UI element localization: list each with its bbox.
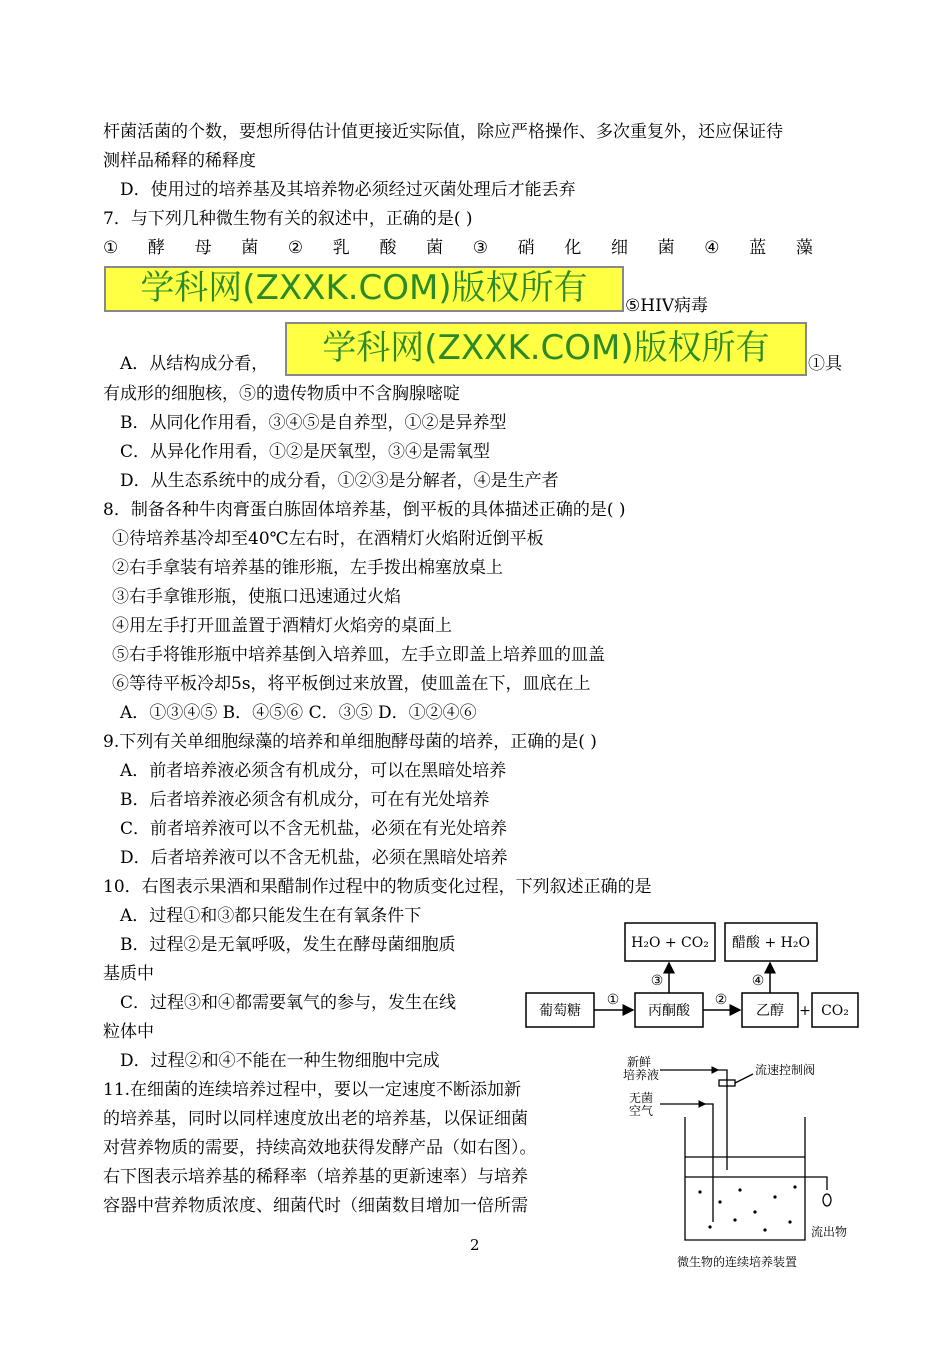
step-1-label: ① <box>606 992 620 1008</box>
question-7: 7．与下列几种微生物有关的叙述中，正确的是( ) <box>103 209 473 229</box>
option-b: B．后者培养液必须含有机成分，可在有光处培养 <box>120 790 490 810</box>
text-line: 粒体中 <box>103 1022 154 1042</box>
option-c: C．从异化作用看，①②是厌氧型，③④是需氧型 <box>120 442 491 462</box>
question-11: 11.在细菌的连续培养过程中，要以一定速度不断添加新 <box>103 1080 522 1100</box>
option-d: D．过程②和④不能在一种生物细胞中完成 <box>120 1051 440 1071</box>
q7-option-char: 菌 <box>657 238 675 258</box>
text-line: ②右手拿装有培养基的锥形瓶，左手拨出棉塞放桌上 <box>112 558 503 578</box>
option-c: C．过程③和④都需要氧气的参与，发生在线 <box>120 993 457 1013</box>
q7-option-char: 乳 <box>332 238 350 258</box>
text-line: 基质中 <box>103 964 154 984</box>
option-b: B．从同化作用看，③④⑤是自养型，①②是异养型 <box>120 413 507 433</box>
outflow-drop <box>823 1194 831 1206</box>
box-glucose-label: 葡萄糖 <box>539 1003 581 1019</box>
text-line: D．使用过的培养基及其培养物必须经过灭菌处理后才能丢弃 <box>120 180 576 200</box>
sterile-label-1: 无菌 <box>629 1091 654 1105</box>
q7-option-char: ② <box>287 238 304 258</box>
text-line: A．从结构成分看， <box>120 354 269 374</box>
question-10: 10．右图表示果酒和果醋制作过程中的物质变化过程，下列叙述正确的是 <box>103 877 652 897</box>
watermark-banner: 学科网(ZXXK.COM)版权所有 <box>285 322 807 376</box>
q7-option-char: 酸 <box>379 238 397 258</box>
text-line: 右下图表示培养基的稀释率（培养基的更新速率）与培养 <box>103 1167 528 1187</box>
text-line: ③右手拿锥形瓶，使瓶口迅速通过火焰 <box>112 587 401 607</box>
box-pyruvate-label: 丙酮酸 <box>648 1003 690 1019</box>
text-line: 杆菌活菌的个数，要想所得估计值更接近实际值，除应严格操作、多次重复外，还应保证待 <box>103 122 783 142</box>
continuous-culture-diagram <box>615 1052 865 1274</box>
question-8: 8．制备各种牛肉膏蛋白胨固体培养基，倒平板的具体描述正确的是( ) <box>103 500 626 520</box>
valve-pointer <box>735 1074 753 1083</box>
option-a: A．前者培养液必须含有机成分，可以在黑暗处培养 <box>120 761 507 781</box>
q7-option-char: 酵 <box>147 238 165 258</box>
plus-sign: + <box>799 1003 811 1019</box>
text-line: ⑥等待平板冷却5s，将平板倒过来放置，使皿盖在下，皿底在上 <box>112 674 591 694</box>
option-a: A．过程①和③都只能发生在有氧条件下 <box>120 906 422 926</box>
box-co2-label: CO₂ <box>821 1003 849 1019</box>
text-line: 测样品稀释的稀释度 <box>103 151 256 171</box>
step-2-label: ② <box>714 992 728 1008</box>
option-c: C．前者培养液可以不含无机盐，必须在有光处培养 <box>120 819 508 839</box>
text-line: ⑤右手将锥形瓶中培养基倒入培养皿，左手立即盖上培养皿的皿盖 <box>112 645 605 665</box>
option-d: D．从生态系统中的成分看，①②③是分解者，④是生产者 <box>120 471 559 491</box>
q7-option-char: 菌 <box>241 238 259 258</box>
q7-option-char: 藻 <box>795 238 813 258</box>
box-acetic-label: 醋酸 + H₂O <box>732 935 810 951</box>
option-b: B．过程②是无氧呼吸，发生在酵母菌细胞质 <box>120 935 456 955</box>
step-4-label: ④ <box>751 973 765 989</box>
text-line: ①待培养基冷却至40℃左右时，在酒精灯火焰附近倒平板 <box>112 529 544 549</box>
apparatus-caption: 微生物的连续培养装置 <box>677 1255 798 1269</box>
q7-options <box>103 238 813 258</box>
sterile-air-pipe <box>705 1104 713 1222</box>
q7-option-char: 硝 <box>517 238 535 258</box>
outflow-label: 流出物 <box>811 1225 848 1239</box>
q7-option-char: ① <box>103 238 119 258</box>
page-number: 2 <box>470 1236 480 1254</box>
q7-option-char: 细 <box>610 238 628 258</box>
step-3-label: ③ <box>650 973 664 989</box>
culture-vessel <box>685 1117 805 1240</box>
text-line: 的培养基，同时以同样速度放出老的培养基，以保证细菌 <box>103 1109 528 1129</box>
q7-option-char: ④ <box>704 238 720 258</box>
q7-option-char: 菌 <box>426 238 444 258</box>
q7-option-char: 化 <box>564 238 582 258</box>
fresh-label-2: 培养液 <box>623 1068 660 1082</box>
text-line: ⑤HIV病毒 <box>625 296 709 316</box>
sterile-label-2: 空气 <box>629 1104 654 1118</box>
outflow-pipe <box>805 1177 827 1190</box>
q7-option-char: 蓝 <box>749 238 767 258</box>
q7-option-char: 母 <box>194 238 212 258</box>
text-line: 有成形的细胞核，⑤的遗传物质中不含胸腺嘧啶 <box>103 384 460 404</box>
fresh-label-1: 新鲜 <box>627 1055 652 1069</box>
watermark-banner: 学科网(ZXXK.COM)版权所有 <box>104 266 624 312</box>
q7-option-char: ③ <box>472 238 488 258</box>
text-line: ④用左手打开皿盖置于酒精灯火焰旁的桌面上 <box>112 616 452 636</box>
fermentation-diagram <box>520 915 865 1035</box>
text-line: ①具 <box>808 354 842 374</box>
option-d: D．后者培养液可以不含无机盐，必须在黑暗处培养 <box>120 848 508 868</box>
valve-label: 流速控制阀 <box>755 1063 816 1077</box>
q8-options: A．①③④⑤ B．④⑤⑥ C．③⑤ D．①②④⑥ <box>120 703 477 723</box>
text-line: 对营养物质的需要，持续高效地获得发酵产品（如右图）。 <box>103 1138 537 1158</box>
question-9: 9.下列有关单细胞绿藻的培养和单细胞酵母菌的培养，正确的是( ) <box>103 732 597 752</box>
text-line: 容器中营养物质浓度、细菌代时（细菌数目增加一倍所需 <box>103 1196 528 1216</box>
box-ethanol-label: 乙醇 <box>756 1003 784 1019</box>
box-h2o-co2-label: H₂O + CO₂ <box>631 935 709 951</box>
